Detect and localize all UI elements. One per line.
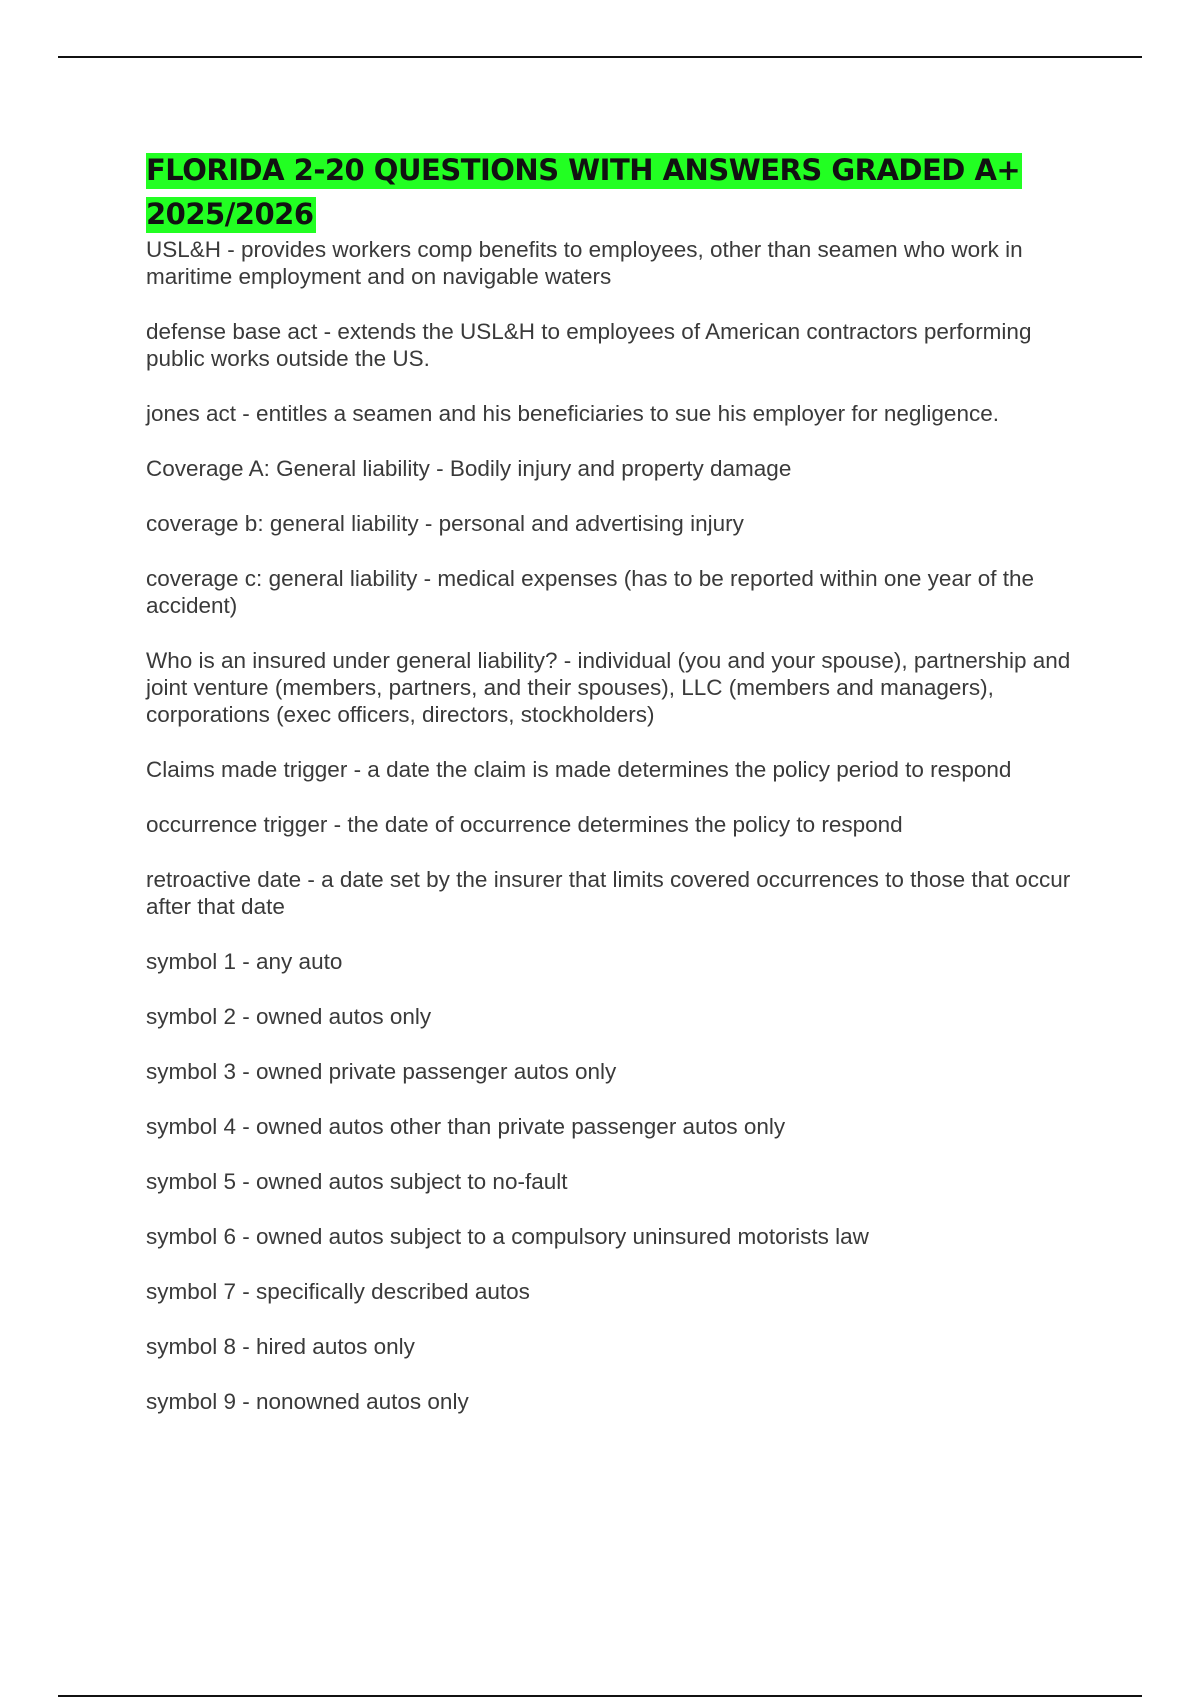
qa-entry-symbol-4: symbol 4 - owned autos other than private passenger autos only [146,1114,786,1139]
qa-entry-uslh: USL&H - provides workers comp benefits to employees, other than seamen who work in maritime employment and on navigable waters [146,237,1023,289]
footer-rule [58,1695,1142,1697]
header-rule [58,56,1142,58]
qa-entry-symbol-2: symbol 2 - owned autos only [146,1004,432,1029]
title-highlight: FLORIDA 2-20 QUESTIONS WITH ANSWERS GRADED A+ 2025/2026 [146,153,1021,231]
qa-entry-retroactive-date: retroactive date - a date set by the insurer that limits covered occurrences to those that occur after that date [146,867,1071,919]
qa-entry-symbol-1: symbol 1 - any auto [146,949,343,974]
qa-entry-symbol-6: symbol 6 - owned autos subject to a compulsory uninsured motorists law [146,1224,869,1249]
qa-list [146,236,1096,1415]
qa-entry-symbol-3: symbol 3 - owned private passenger autos only [146,1059,617,1084]
qa-entry-symbol-5: symbol 5 - owned autos subject to no-fault [146,1169,568,1194]
document-title [146,148,1096,236]
qa-entry-defense-base-act: defense base act - extends the USL&H to employees of American contractors performing public works outside the US. [146,319,1032,371]
qa-entry-symbol-8: symbol 8 - hired autos only [146,1334,415,1359]
qa-entry-symbol-7: symbol 7 - specifically described autos [146,1279,530,1304]
qa-entry-symbol-9: symbol 9 - nonowned autos only [146,1389,469,1414]
qa-entry-coverage-a: Coverage A: General liability - Bodily injury and property damage [146,456,792,481]
qa-entry-jones-act: jones act - entitles a seamen and his beneficiaries to sue his employer for negligence. [146,401,999,426]
qa-entry-claims-made-trigger: Claims made trigger - a date the claim is made determines the policy period to respond [146,757,1012,782]
qa-entry-occurrence-trigger: occurrence trigger - the date of occurrence determines the policy to respond [146,812,903,837]
document-body [146,148,1096,1443]
qa-entry-coverage-b: coverage b: general liability - personal and advertising injury [146,511,744,536]
qa-entry-who-is-insured: Who is an insured under general liability? - individual (you and your spouse), partnership and joint venture (members, partners, and their spouses), LLC (members and managers), corporations (exec officers, directors, stockholders) [146,648,1071,727]
qa-entry-coverage-c: coverage c: general liability - medical expenses (has to be reported within one year of the accident) [146,566,1034,618]
